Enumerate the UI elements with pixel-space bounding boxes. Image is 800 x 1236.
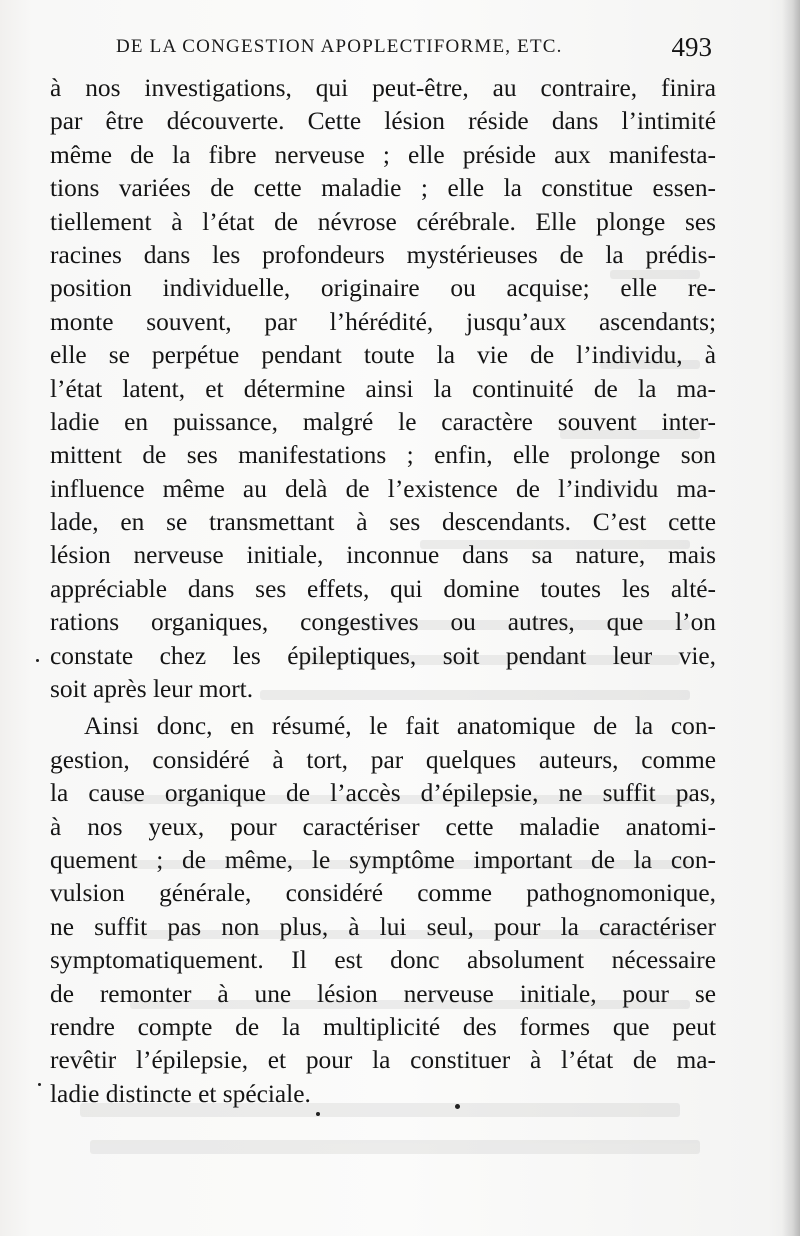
text-line: même de la fibre nerveuse ; elle préside aux manifesta- — [50, 140, 716, 169]
page-edge-shadow — [782, 0, 800, 1236]
text-line: constate chez les épileptiques, soit pendant leur vie, — [50, 641, 716, 670]
text-line: appréciable dans ses effets, qui domine toutes les alté- — [50, 574, 716, 603]
text-line: lésion nerveuse initiale, inconnue dans sa nature, mais — [50, 541, 716, 570]
ink-speck — [316, 1112, 320, 1116]
text-line: revêtir l’épilepsie, et pour la constituer à l’état de ma- — [50, 1046, 716, 1075]
ink-speck — [36, 659, 39, 662]
text-line: monte souvent, par l’hérédité, jusqu’aux ascendants; — [50, 307, 716, 336]
text-line: ne suffit pas non plus, à lui seul, pour la caractériser — [50, 912, 716, 941]
text-line: racines dans les profondeurs mystérieuses de la prédis- — [50, 240, 716, 269]
text-line: la cause organique de l’accès d’épilepsie, ne suffit pas, — [50, 779, 716, 808]
text-line: quement ; de même, le symptôme important de la con- — [50, 845, 716, 874]
text-line: par être découverte. Cette lésion réside dans l’intimité — [50, 107, 716, 136]
text-line: l’état latent, et détermine ainsi la continuité de la ma- — [50, 374, 716, 403]
text-line: influence même au delà de l’existence de l’individu ma- — [50, 474, 716, 503]
text-line: tions variées de cette maladie ; elle la constitue essen- — [50, 174, 716, 203]
paragraph-2 — [50, 710, 716, 1111]
text-line: elle se perpétue pendant toute la vie de l’individu, à — [50, 341, 716, 370]
text-line: Ainsi donc, en résumé, le fait anatomique de la con- — [84, 712, 716, 741]
ink-speck — [455, 1104, 460, 1109]
text-line: symptomatiquement. Il est donc absolument nécessaire — [50, 946, 716, 975]
text-line: de remonter à une lésion nerveuse initiale, pour se — [50, 979, 716, 1008]
page-number: 493 — [671, 32, 712, 62]
text-line: gestion, considéré à tort, par quelques auteurs, comme — [50, 745, 716, 774]
text-line: soit après leur mort. — [50, 675, 254, 704]
running-header — [116, 34, 712, 66]
text-line: ladie en puissance, malgré le caractère souvent inter- — [50, 407, 716, 436]
running-title: DE LA CONGESTION APOPLECTIFORME, ETC. — [116, 36, 563, 57]
text-line: ladie distincte et spéciale. — [50, 1079, 311, 1108]
text-line: rations organiques, congestives ou autres, que l’on — [50, 608, 716, 637]
text-line: lade, en se transmettant à ses descendants. C’est cette — [50, 508, 716, 537]
text-line: à nos yeux, pour caractériser cette maladie anatomi- — [50, 812, 716, 841]
ink-speck — [38, 1083, 41, 1086]
text-line: position individuelle, originaire ou acquise; elle re- — [50, 274, 716, 303]
text-line: mittent de ses manifestations ; enfin, elle prolonge son — [50, 441, 716, 470]
text-line: vulsion générale, considéré comme pathognomonique, — [50, 879, 716, 908]
paragraph-1 — [50, 72, 716, 706]
text-line: rendre compte de la multiplicité des formes que peut — [50, 1012, 716, 1041]
text-line: tiellement à l’état de névrose cérébrale. Elle plonge ses — [50, 207, 716, 236]
text-line: à nos investigations, qui peut-être, au contraire, finira — [50, 74, 716, 102]
body-text — [50, 72, 716, 1111]
